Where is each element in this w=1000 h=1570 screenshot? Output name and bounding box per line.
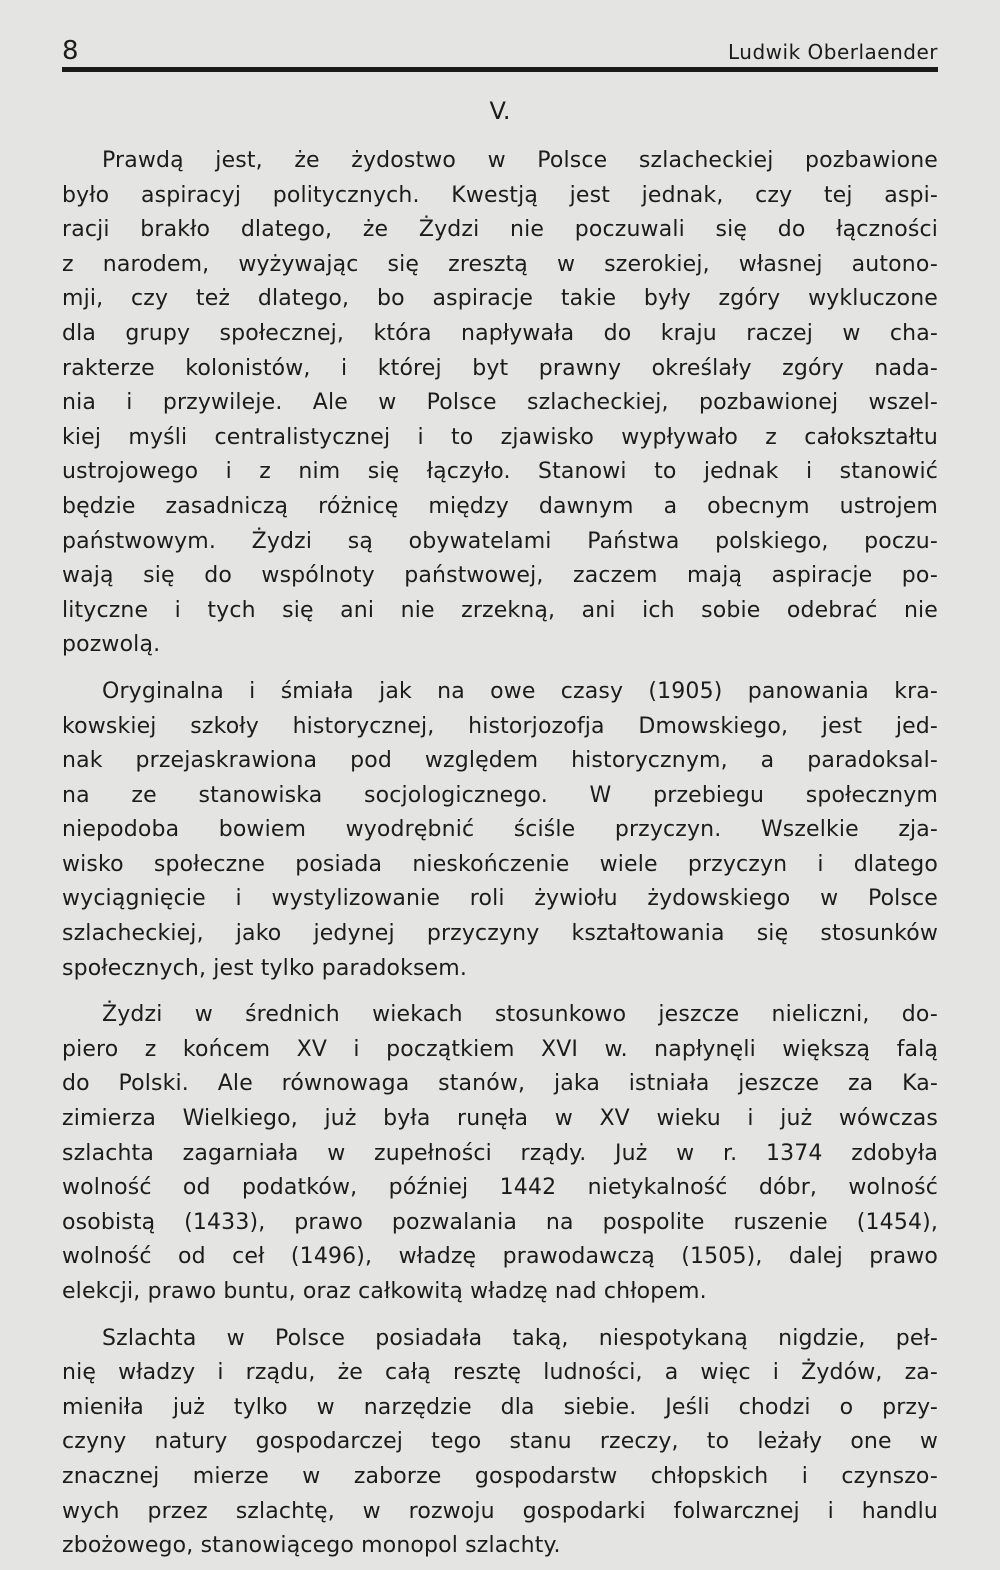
text-line: lityczne i tych się ani nie zrzekną, ani ich sobie odebrać nie xyxy=(62,597,938,623)
paragraph-1 xyxy=(62,144,938,663)
text-line: kowskiej szkoły historycznej, historjozofja Dmowskiego, jest jed- xyxy=(62,713,938,739)
text-line: piero z końcem XV i początkiem XVI w. napłynęli większą falą xyxy=(62,1036,938,1062)
header-rule xyxy=(62,67,938,72)
text-line: szlacheckiej, jako jedynej przyczyny kształtowania się stosunków xyxy=(62,921,938,947)
paragraph-3 xyxy=(62,998,938,1309)
text-line: Szlachta w Polsce posiadała taką, niespotykaną nigdzie, peł- xyxy=(102,1325,938,1351)
text-line: Żydzi w średnich wiekach stosunkowo jeszcze nieliczni, do- xyxy=(102,1002,938,1028)
page-number: 8 xyxy=(62,36,79,66)
text-line: szlachta zagarniała w zupełności rządy. Już w r. 1374 zdobyła xyxy=(62,1140,938,1166)
text-line: było aspiracyj politycznych. Kwestją jest jednak, czy tej aspi- xyxy=(62,182,938,208)
text-line: wisko społeczne posiada nieskończenie wiele przyczyn i dlatego xyxy=(62,851,938,877)
text-line: dla grupy społecznej, która napływała do kraju raczej w cha- xyxy=(62,320,938,346)
text-line: pozwolą. xyxy=(62,632,161,658)
text-line: Oryginalna i śmiała jak na owe czasy (1905) panowania kra- xyxy=(102,678,938,704)
text-line: państwowym. Żydzi są obywatelami Państwa polskiego, poczu- xyxy=(62,528,938,554)
text-line: na ze stanowiska socjologicznego. W przebiegu społecznym xyxy=(62,782,938,808)
text-line: nia i przywileje. Ale w Polsce szlacheckiej, pozbawionej wszel- xyxy=(62,390,938,416)
text-line: zbożowego, stanowiącego monopol szlachty. xyxy=(62,1533,561,1559)
text-line: społecznych, jest tylko paradoksem. xyxy=(62,955,468,981)
text-line: racji brakło dlatego, że Żydzi nie poczuwali się do łączności xyxy=(62,217,938,243)
text-line: osobistą (1433), prawo pozwalania na pospolite ruszenie (1454), xyxy=(62,1209,938,1235)
text-line: mieniła już tylko w narzędzie dla siebie. Jeśli chodzi o przy- xyxy=(62,1394,938,1420)
text-line: nię władzy i rządu, że całą resztę ludności, a więc i Żydów, za- xyxy=(62,1360,938,1386)
text-line: znacznej mierze w zaborze gospodarstw chłopskich i czynszo- xyxy=(62,1463,938,1489)
running-head-author: Ludwik Oberlaender xyxy=(728,40,938,64)
text-line: z narodem, wyżywając się zresztą w szerokiej, własnej autono- xyxy=(62,251,938,277)
chapter-heading: V. xyxy=(489,97,511,125)
text-line: zimierza Wielkiego, już była runęła w XV wieku i już wówczas xyxy=(62,1106,938,1132)
body-text xyxy=(62,144,938,1564)
text-line: wych przez szlachtę, w rozwoju gospodarki folwarcznej i handlu xyxy=(62,1498,938,1524)
text-line: wolność od podatków, później 1442 nietykalność dóbr, wolność xyxy=(62,1175,938,1201)
text-line: wyciągnięcie i wystylizowanie roli żywiołu żydowskiego w Polsce xyxy=(62,886,938,912)
text-line: wają się do wspólnoty państwowej, zaczem mają aspiracje po- xyxy=(62,563,938,589)
text-line: do Polski. Ale równowaga stanów, jaka istniała jeszcze za Ka- xyxy=(62,1071,938,1097)
text-line: niepodoba bowiem wyodrębnić ściśle przyczyn. Wszelkie zja- xyxy=(62,817,938,843)
text-line: elekcji, prawo buntu, oraz całkowitą władzę nad chłopem. xyxy=(62,1279,707,1304)
paragraph-4 xyxy=(62,1322,938,1564)
paragraph-2 xyxy=(62,675,938,986)
text-line: będzie zasadniczą różnicę między dawnym a obecnym ustrojem xyxy=(62,493,938,519)
text-line: wolność od ceł (1496), władzę prawodawczą (1505), dalej prawo xyxy=(62,1244,938,1270)
text-line: ustrojowego i z nim się łączyło. Stanowi to jednak i stanowić xyxy=(62,459,938,485)
page-header xyxy=(62,36,938,68)
text-line: Prawdą jest, że żydostwo w Polsce szlacheckiej pozbawione xyxy=(102,148,938,173)
text-line: mji, czy też dlatego, bo aspiracje takie były zgóry wykluczone xyxy=(62,286,938,312)
text-line: nak przejaskrawiona pod względem historycznym, a paradoksal- xyxy=(62,748,938,774)
text-line: kiej myśli centralistycznej i to zjawisko wypływało z całokształtu xyxy=(62,424,938,450)
text-line: rakterze kolonistów, i której byt prawny określały zgóry nada- xyxy=(62,355,938,381)
text-line: czyny natury gospodarczej tego stanu rzeczy, to leżały one w xyxy=(62,1429,938,1455)
